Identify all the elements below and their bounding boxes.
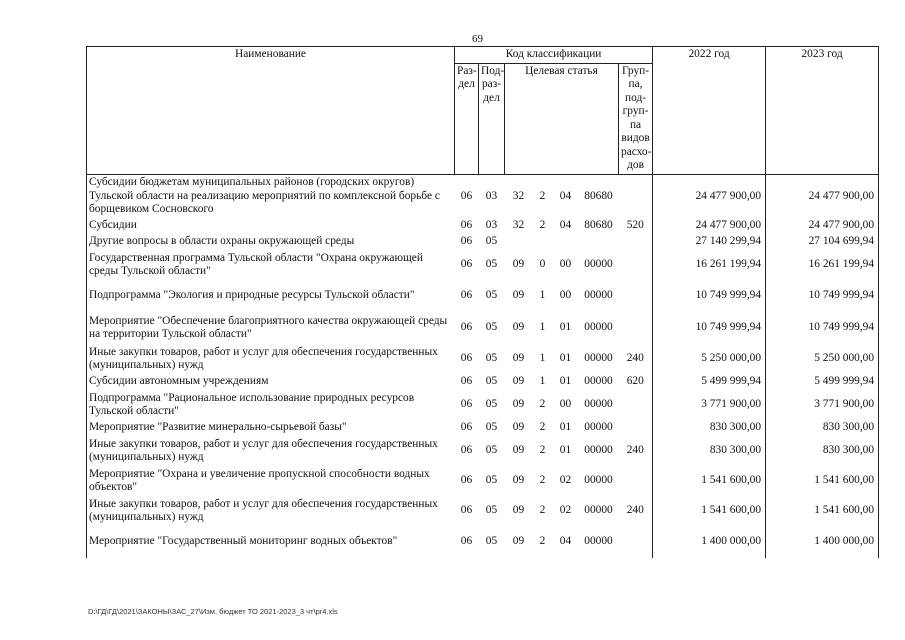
cell-amount-2022: 3 771 900,00 — [653, 390, 766, 420]
cell-event: 01 — [559, 421, 572, 434]
cell-amount-2022: 830 300,00 — [653, 436, 766, 466]
cell-amount-2023: 24 477 900,00 — [766, 174, 879, 218]
table-row — [87, 420, 879, 436]
cell-event: 02 — [559, 474, 572, 487]
cell-expense-type — [619, 234, 653, 250]
cell-podrazdel: 05 — [485, 421, 498, 434]
cell-direction: 00000 — [584, 504, 613, 517]
cell-razdel: 06 — [460, 189, 473, 202]
cell-program: 09 — [512, 535, 525, 548]
cell-subprogram: 2 — [539, 219, 546, 232]
cell-program: 32 — [512, 219, 525, 232]
cell-razdel: 06 — [460, 289, 473, 302]
cell-event: 01 — [559, 444, 572, 457]
cell-expense-type: 520 — [626, 219, 644, 232]
table-row — [87, 174, 879, 218]
cell-amount-2022: 16 261 199,94 — [653, 250, 766, 280]
table-row — [87, 390, 879, 420]
cell-event: 01 — [559, 375, 572, 388]
cell-subprogram: 1 — [539, 375, 546, 388]
cell-program: 09 — [512, 289, 525, 302]
cell-event: 04 — [559, 535, 572, 548]
cell-name: Мероприятие "Развитие минерально-сырьевой базы" — [89, 421, 347, 434]
cell-podrazdel: 05 — [485, 504, 498, 517]
cell-expense-type: 240 — [626, 352, 644, 365]
cell-expense-type — [619, 390, 653, 420]
cell-subprogram: 2 — [539, 504, 546, 517]
cell-podrazdel: 05 — [485, 258, 498, 271]
cell-direction: 00000 — [584, 398, 613, 411]
cell-subprogram: 2 — [539, 421, 546, 434]
cell-name: Государственная программа Тульской области "Охрана окружающей среды Тульской области" — [89, 251, 423, 277]
table-row — [87, 218, 879, 234]
file-path-footer: D:\ГД\ГД\2021\ЗАКОНЫ\ЗАС_27\Изм. бюджет ТО 2021-2023_3 чт\pr4.xls — [88, 607, 338, 616]
cell-podrazdel: 05 — [485, 375, 498, 388]
cell-subprogram: 2 — [539, 444, 546, 457]
cell-razdel: 06 — [460, 398, 473, 411]
cell-razdel: 06 — [460, 352, 473, 365]
table-row — [87, 344, 879, 374]
table-row — [87, 526, 879, 558]
cell-amount-2023: 830 300,00 — [766, 436, 879, 466]
cell-amount-2022: 5 499 999,94 — [653, 374, 766, 390]
cell-name: Подпрограмма "Рациональное использование природных ресурсов Тульской области" — [89, 391, 415, 417]
cell-amount-2022: 10 749 999,94 — [653, 312, 766, 344]
cell-subprogram: 1 — [539, 352, 546, 365]
cell-subprogram: 2 — [539, 189, 546, 202]
cell-event: 01 — [559, 352, 572, 365]
cell-expense-type — [619, 250, 653, 280]
cell-amount-2023: 5 499 999,94 — [766, 374, 879, 390]
cell-name: Другие вопросы в области охраны окружающей среды — [89, 235, 355, 248]
cell-event — [553, 234, 579, 250]
cell-expense-type — [619, 420, 653, 436]
cell-amount-2023: 24 477 900,00 — [766, 218, 879, 234]
cell-expense-type — [619, 174, 653, 218]
budget-table — [86, 46, 879, 558]
cell-program: 09 — [512, 321, 525, 334]
cell-name: Мероприятие "Обеспечение благоприятного качества окружающей среды на территории Тульской области" — [89, 314, 448, 340]
table-row — [87, 374, 879, 390]
cell-amount-2022: 1 400 000,00 — [653, 526, 766, 558]
cell-expense-type — [619, 466, 653, 496]
cell-name: Иные закупки товаров, работ и услуг для обеспечения государственных (муниципальных) нужд — [89, 437, 438, 463]
cell-podrazdel: 05 — [485, 398, 498, 411]
table-row — [87, 234, 879, 250]
cell-name: Субсидии — [89, 219, 137, 232]
cell-name: Мероприятие "Государственный мониторинг водных объектов" — [89, 535, 398, 548]
header-code-group: Код классификации — [455, 47, 653, 64]
cell-razdel: 06 — [460, 235, 473, 248]
cell-program: 09 — [512, 352, 525, 365]
cell-event: 00 — [559, 398, 572, 411]
header-name: Наименование — [87, 47, 455, 175]
cell-direction: 00000 — [584, 258, 613, 271]
cell-name: Мероприятие "Охрана и увеличение пропускной способности водных объектов" — [89, 467, 430, 493]
table-row — [87, 312, 879, 344]
cell-amount-2022: 1 541 600,00 — [653, 496, 766, 526]
cell-razdel: 06 — [460, 474, 473, 487]
cell-program: 32 — [512, 189, 525, 202]
cell-subprogram: 2 — [539, 535, 546, 548]
cell-name: Подпрограмма "Экология и природные ресурсы Тульской области" — [89, 289, 415, 302]
cell-direction: 00000 — [584, 474, 613, 487]
header-podrazdel: Под- раз- дел — [479, 63, 505, 174]
cell-amount-2022: 1 541 600,00 — [653, 466, 766, 496]
cell-direction: 00000 — [584, 321, 613, 334]
cell-direction — [579, 234, 619, 250]
cell-program: 09 — [512, 258, 525, 271]
cell-expense-type — [619, 312, 653, 344]
cell-program: 09 — [512, 421, 525, 434]
cell-amount-2022: 27 140 299,94 — [653, 234, 766, 250]
cell-subprogram: 1 — [539, 321, 546, 334]
cell-podrazdel: 05 — [485, 352, 498, 365]
cell-podrazdel: 05 — [485, 289, 498, 302]
cell-name: Иные закупки товаров, работ и услуг для обеспечения государственных (муниципальных) нужд — [89, 345, 438, 371]
cell-name: Иные закупки товаров, работ и услуг для обеспечения государственных (муниципальных) нужд — [89, 497, 438, 523]
table-row — [87, 250, 879, 280]
cell-expense-type: 240 — [626, 504, 644, 517]
cell-event: 00 — [559, 289, 572, 302]
cell-razdel: 06 — [460, 444, 473, 457]
cell-direction: 80680 — [584, 219, 613, 232]
cell-direction: 00000 — [584, 352, 613, 365]
cell-amount-2023: 5 250 000,00 — [766, 344, 879, 374]
cell-podrazdel: 05 — [485, 321, 498, 334]
header-year-2023: 2023 год — [766, 47, 879, 175]
cell-direction: 00000 — [584, 289, 613, 302]
cell-podrazdel: 05 — [485, 474, 498, 487]
cell-subprogram: 2 — [539, 474, 546, 487]
page-number: 69 — [472, 33, 483, 45]
cell-subprogram — [533, 234, 553, 250]
cell-name: Субсидии автономным учреждениям — [89, 375, 269, 388]
cell-razdel: 06 — [460, 535, 473, 548]
table-row — [87, 466, 879, 496]
table-body — [87, 174, 879, 558]
cell-event: 04 — [559, 219, 572, 232]
cell-direction: 80680 — [584, 189, 613, 202]
cell-podrazdel: 03 — [485, 219, 498, 232]
cell-event: 04 — [559, 189, 572, 202]
cell-podrazdel: 05 — [485, 444, 498, 457]
cell-program: 09 — [512, 504, 525, 517]
cell-amount-2023: 1 541 600,00 — [766, 466, 879, 496]
cell-program: 09 — [512, 375, 525, 388]
cell-direction: 00000 — [584, 444, 613, 457]
cell-razdel: 06 — [460, 258, 473, 271]
header-razdel: Раз- дел — [455, 63, 479, 174]
cell-expense-type: 620 — [626, 375, 644, 388]
table-row — [87, 496, 879, 526]
cell-amount-2023: 16 261 199,94 — [766, 250, 879, 280]
cell-subprogram: 1 — [539, 289, 546, 302]
cell-expense-type — [619, 280, 653, 312]
header-target-article: Целевая статья — [505, 63, 619, 174]
cell-direction: 00000 — [584, 375, 613, 388]
cell-amount-2023: 1 400 000,00 — [766, 526, 879, 558]
cell-amount-2022: 10 749 999,94 — [653, 280, 766, 312]
cell-podrazdel: 05 — [485, 235, 498, 248]
cell-name: Субсидии бюджетам муниципальных районов (городских округов) Тульской области на реализацию мероприятий по комплексной борьбе с борщевиком Сосновского — [89, 176, 440, 215]
cell-amount-2023: 1 541 600,00 — [766, 496, 879, 526]
cell-amount-2022: 830 300,00 — [653, 420, 766, 436]
table-row — [87, 280, 879, 312]
cell-amount-2023: 10 749 999,94 — [766, 312, 879, 344]
cell-razdel: 06 — [460, 421, 473, 434]
cell-amount-2022: 24 477 900,00 — [653, 218, 766, 234]
cell-amount-2023: 830 300,00 — [766, 420, 879, 436]
cell-podrazdel: 05 — [485, 535, 498, 548]
cell-amount-2023: 27 104 699,94 — [766, 234, 879, 250]
cell-subprogram: 0 — [539, 258, 546, 271]
cell-event: 02 — [559, 504, 572, 517]
cell-razdel: 06 — [460, 219, 473, 232]
cell-program — [505, 234, 533, 250]
header-year-2022: 2022 год — [653, 47, 766, 175]
cell-amount-2023: 10 749 999,94 — [766, 280, 879, 312]
cell-razdel: 06 — [460, 375, 473, 388]
cell-expense-type: 240 — [626, 444, 644, 457]
cell-podrazdel: 03 — [485, 189, 498, 202]
cell-direction: 00000 — [584, 535, 613, 548]
cell-razdel: 06 — [460, 504, 473, 517]
cell-event: 01 — [559, 321, 572, 334]
table-row — [87, 436, 879, 466]
cell-program: 09 — [512, 398, 525, 411]
cell-program: 09 — [512, 474, 525, 487]
cell-expense-type — [619, 526, 653, 558]
header-expense-group: Груп- па, под- груп- па видов расхо- дов — [619, 63, 653, 174]
cell-amount-2023: 3 771 900,00 — [766, 390, 879, 420]
cell-program: 09 — [512, 444, 525, 457]
cell-amount-2022: 5 250 000,00 — [653, 344, 766, 374]
cell-direction: 00000 — [584, 421, 613, 434]
cell-razdel: 06 — [460, 321, 473, 334]
cell-event: 00 — [559, 258, 572, 271]
cell-subprogram: 2 — [539, 398, 546, 411]
cell-amount-2022: 24 477 900,00 — [653, 174, 766, 218]
